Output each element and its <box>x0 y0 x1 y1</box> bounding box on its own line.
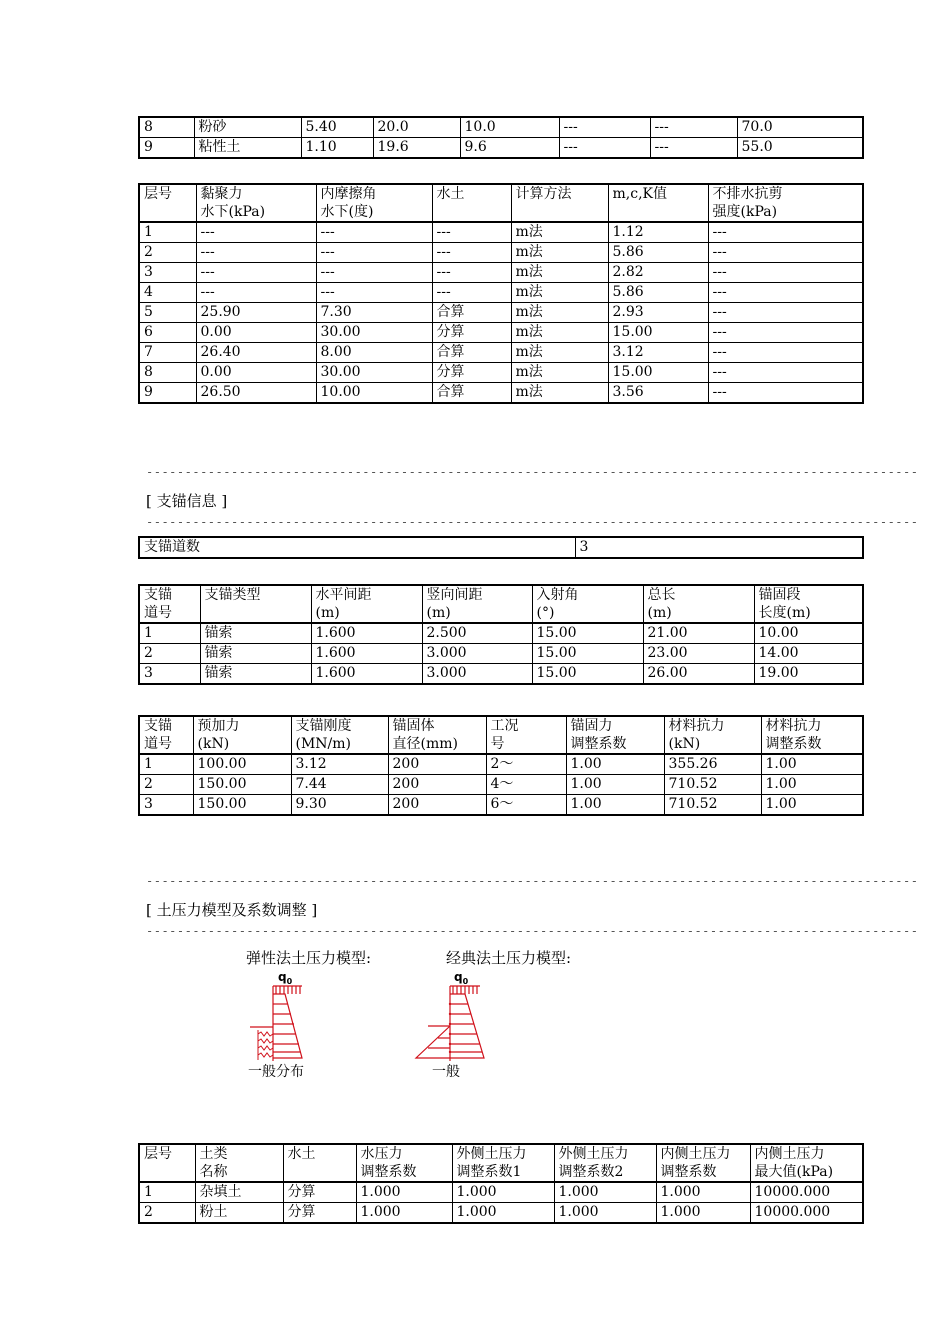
classic-pressure-diagram <box>410 966 500 1081</box>
section-title-pressure: [ 土压力模型及系数调整 ] <box>146 901 318 919</box>
table-cell: 7.30 <box>316 303 432 323</box>
soil-layer-table-continued <box>138 116 864 159</box>
header-line <box>144 1163 195 1181</box>
table-cell: --- <box>708 222 863 243</box>
table-cell: m法 <box>511 243 608 263</box>
table-cell: 3.000 <box>422 644 532 664</box>
table-cell: 10.00 <box>754 623 863 644</box>
header-line: (kN) <box>197 736 230 752</box>
header-line: 外侧土压力 <box>558 1146 629 1162</box>
header-line: 内侧土压力 <box>660 1146 731 1162</box>
header-line: 调整系数1 <box>456 1164 522 1180</box>
header-line: (m) <box>426 605 451 621</box>
soil-params-header <box>139 184 863 222</box>
header-line: m,c,K值 <box>612 186 667 202</box>
header-line <box>205 604 311 622</box>
header-line: 水土 <box>287 1146 316 1162</box>
table-cell: 5.86 <box>608 283 708 303</box>
table-cell: 粉砂 <box>194 117 301 138</box>
header-cell <box>432 184 511 222</box>
header-cell <box>356 1144 452 1182</box>
surcharge-q-label: $q_0$ <box>454 970 469 986</box>
table-cell: --- <box>196 222 316 243</box>
header-cell <box>196 184 316 222</box>
header-line <box>516 203 608 221</box>
table-cell: 200 <box>388 795 486 816</box>
table-cell: --- <box>432 283 511 303</box>
anchor-geom-row <box>139 623 863 644</box>
table-cell: 1.000 <box>452 1182 554 1203</box>
table-cell: 锚索 <box>200 644 311 664</box>
anchor-count-block <box>138 536 864 559</box>
header-line: 水下(度) <box>320 204 374 220</box>
header-cell <box>291 716 388 754</box>
header-line: (m) <box>647 605 672 621</box>
table-cell: 分算 <box>432 323 511 343</box>
header-line: 调整系数 <box>660 1164 717 1180</box>
table-cell: m法 <box>511 383 608 404</box>
header-line <box>437 203 511 221</box>
table-cell: 1.00 <box>761 754 863 775</box>
header-line: (°) <box>536 605 555 621</box>
table-cell: 杂填土 <box>195 1182 283 1203</box>
header-line: 道号 <box>144 736 172 752</box>
pressure-coef-row <box>139 1203 863 1224</box>
surcharge-arrows-icon <box>273 986 302 994</box>
table-cell: 14.00 <box>754 644 863 664</box>
table-cell: 5.40 <box>301 117 373 138</box>
table-cell: 合算 <box>432 383 511 404</box>
table-cell: --- <box>650 117 737 138</box>
pressure-coef-header <box>139 1144 863 1182</box>
table-cell: 0.00 <box>196 323 316 343</box>
anchor-force-row <box>139 754 863 775</box>
table-cell: 3 <box>139 664 200 685</box>
table-cell: --- <box>708 303 863 323</box>
table-cell: 粘性土 <box>194 138 301 159</box>
header-line: 外侧土压力 <box>456 1146 527 1162</box>
table-cell: 1 <box>139 623 200 644</box>
table-cell: 2 <box>139 775 193 795</box>
table-cell: 2～ <box>486 754 566 775</box>
header-line: (MN/m) <box>295 736 352 752</box>
header-cell <box>656 1144 750 1182</box>
soil-params-row <box>139 363 863 383</box>
table-cell: 100.00 <box>193 754 291 775</box>
anchor-force-header <box>139 716 863 754</box>
table-cell: 1.000 <box>554 1203 656 1224</box>
table-cell: 分算 <box>283 1203 356 1224</box>
table-cell: 10.00 <box>316 383 432 404</box>
pressure-coefficient-table-block <box>138 1143 864 1224</box>
soil-params-row <box>139 323 863 343</box>
table-cell: 200 <box>388 775 486 795</box>
table-cell: 55.0 <box>737 138 863 159</box>
header-cell <box>139 716 193 754</box>
table-cell: --- <box>708 243 863 263</box>
header-line: 水土 <box>436 186 465 202</box>
anchor-force-table <box>138 715 864 816</box>
table-cell: 3.12 <box>291 754 388 775</box>
header-cell <box>200 585 311 623</box>
soil-parameter-table <box>138 183 864 404</box>
header-cell <box>708 184 863 222</box>
table-cell: --- <box>708 263 863 283</box>
table-cell: 1.00 <box>566 775 664 795</box>
table-cell: 粉土 <box>195 1203 283 1224</box>
divider-line: ---------------------------------------------------------------------------------------------------- <box>146 924 919 938</box>
table-cell: m法 <box>511 263 608 283</box>
divider-line: ---------------------------------------------------------------------------------------------------- <box>146 515 919 529</box>
table-cell: 3.000 <box>422 664 532 685</box>
table-cell: --- <box>708 323 863 343</box>
header-line: 调整系数 <box>570 736 627 752</box>
header-line: 最大值(kPa) <box>754 1164 834 1180</box>
pressure-coef-row <box>139 1182 863 1203</box>
header-cell <box>139 585 200 623</box>
table-cell: 分算 <box>283 1182 356 1203</box>
table-cell: 2.93 <box>608 303 708 323</box>
table-cell: 3 <box>139 263 196 283</box>
table-cell: 26.50 <box>196 383 316 404</box>
table-cell: --- <box>196 283 316 303</box>
header-cell <box>452 1144 554 1182</box>
table-cell: 4～ <box>486 775 566 795</box>
table-cell: 150.00 <box>193 795 291 816</box>
header-line: 总长 <box>647 587 676 603</box>
header-cell <box>193 716 291 754</box>
header-line: 支锚 <box>144 587 172 603</box>
soil-table-top <box>138 116 864 159</box>
header-line: 内摩擦角 <box>320 186 377 202</box>
table-cell: --- <box>432 222 511 243</box>
table-cell: 1.000 <box>656 1203 750 1224</box>
header-line: 土类 <box>199 1146 228 1162</box>
header-line: 水压力 <box>360 1146 403 1162</box>
anchor-count-table <box>138 536 864 559</box>
anchor-geom-row <box>139 664 863 685</box>
table-cell: 3.56 <box>608 383 708 404</box>
table-cell: 1.00 <box>761 775 863 795</box>
table-cell: 19.00 <box>754 664 863 685</box>
table-cell: 2 <box>139 1203 195 1224</box>
table-cell: 1.600 <box>311 664 422 685</box>
header-cell <box>311 585 422 623</box>
table-cell: 1.00 <box>566 795 664 816</box>
header-cell <box>750 1144 863 1182</box>
header-line <box>144 203 196 221</box>
table-cell: 8 <box>139 117 194 138</box>
header-line: (kN) <box>668 736 701 752</box>
table-cell: --- <box>708 283 863 303</box>
table-cell: --- <box>316 243 432 263</box>
header-cell <box>664 716 761 754</box>
header-line <box>613 203 708 221</box>
anchor-count-value: 3 <box>575 537 863 558</box>
soil-params-table <box>138 183 864 404</box>
table-cell: 30.00 <box>316 323 432 343</box>
table-cell: 3 <box>139 795 193 816</box>
header-cell <box>608 184 708 222</box>
table-cell: m法 <box>511 363 608 383</box>
header-line: 内侧土压力 <box>754 1146 825 1162</box>
table-cell: --- <box>196 243 316 263</box>
table-cell: 15.00 <box>608 363 708 383</box>
header-line: 层号 <box>144 186 172 202</box>
header-line: 直径(mm) <box>392 736 458 752</box>
table-cell: 锚索 <box>200 623 311 644</box>
table-cell: 355.26 <box>664 754 761 775</box>
header-line: 调整系数2 <box>558 1164 624 1180</box>
table-cell: 150.00 <box>193 775 291 795</box>
table-cell: 1 <box>139 222 196 243</box>
divider-line: ---------------------------------------------------------------------------------------------------- <box>146 465 919 479</box>
header-line <box>288 1163 356 1181</box>
header-line: 长度(m) <box>758 605 811 621</box>
table-cell: 5.86 <box>608 243 708 263</box>
table-cell: --- <box>708 343 863 363</box>
header-cell <box>139 184 196 222</box>
header-line: 锚固段 <box>758 587 801 603</box>
table-cell: 1 <box>139 1182 195 1203</box>
table-cell: 2.500 <box>422 623 532 644</box>
table-cell: 26.00 <box>643 664 754 685</box>
table-cell: 8 <box>139 363 196 383</box>
table-cell: 1.600 <box>311 644 422 664</box>
anchor-geometry-table <box>138 584 864 685</box>
header-cell <box>388 716 486 754</box>
table-cell: 0.00 <box>196 363 316 383</box>
header-cell <box>554 1144 656 1182</box>
table-cell: 6 <box>139 323 196 343</box>
surcharge-q-label: $q_0$ <box>278 970 293 986</box>
table-cell: 1.000 <box>356 1203 452 1224</box>
anchor-force-row <box>139 795 863 816</box>
header-line: 黏聚力 <box>200 186 243 202</box>
elastic-model-label: 一般分布 <box>248 1064 304 1080</box>
table-cell: 20.0 <box>373 117 460 138</box>
header-line: 材料抗力 <box>668 718 725 734</box>
anchor-force-row <box>139 775 863 795</box>
table-cell: 1.10 <box>301 138 373 159</box>
table-cell: --- <box>708 383 863 404</box>
table-cell: 15.00 <box>608 323 708 343</box>
header-line: 支锚刚度 <box>295 718 352 734</box>
table-cell: 1 <box>139 754 193 775</box>
table-cell: --- <box>316 283 432 303</box>
header-line: 预加力 <box>197 718 240 734</box>
table-cell: 2 <box>139 243 196 263</box>
header-line: 道号 <box>144 605 172 621</box>
header-line: 水平间距 <box>315 587 372 603</box>
header-line: 工况 <box>490 718 519 734</box>
header-cell <box>754 585 863 623</box>
table-cell: 9 <box>139 138 194 159</box>
table-cell: 710.52 <box>664 795 761 816</box>
soil-params-row <box>139 243 863 263</box>
table-cell: m法 <box>511 222 608 243</box>
soil-params-row <box>139 283 863 303</box>
table-cell: 1.000 <box>452 1203 554 1224</box>
table-cell: 710.52 <box>664 775 761 795</box>
header-cell <box>139 1144 195 1182</box>
table-cell: 70.0 <box>737 117 863 138</box>
anchor-geometry-table-block <box>138 584 864 685</box>
table-cell: 6～ <box>486 795 566 816</box>
header-cell <box>422 585 532 623</box>
table-cell: 15.00 <box>532 644 643 664</box>
table-cell: --- <box>432 243 511 263</box>
table-cell: 2 <box>139 644 200 664</box>
header-cell <box>761 716 863 754</box>
header-cell <box>195 1144 283 1182</box>
soil-params-row <box>139 263 863 283</box>
header-line: 入射角 <box>536 587 579 603</box>
header-cell <box>486 716 566 754</box>
header-line: 层号 <box>144 1146 172 1162</box>
elastic-model-caption: 弹性法土压力模型: <box>246 949 372 967</box>
table-cell: 7 <box>139 343 196 363</box>
soil-params-row <box>139 383 863 404</box>
table-cell: 200 <box>388 754 486 775</box>
pressure-coefficient-table <box>138 1143 864 1224</box>
header-cell <box>643 585 754 623</box>
table-cell: 19.6 <box>373 138 460 159</box>
table-cell: 25.90 <box>196 303 316 323</box>
header-line: 名称 <box>199 1164 228 1180</box>
table-cell: 3.12 <box>608 343 708 363</box>
table-cell: 1.00 <box>566 754 664 775</box>
anchor-count-label: 支锚道数 <box>139 537 575 558</box>
table-cell: 合算 <box>432 343 511 363</box>
header-line: 锚固力 <box>570 718 613 734</box>
table-cell: --- <box>708 363 863 383</box>
table-cell: 9 <box>139 383 196 404</box>
table-cell: 分算 <box>432 363 511 383</box>
header-line: 不排水抗剪 <box>712 186 783 202</box>
table-cell: 1.000 <box>356 1182 452 1203</box>
header-line: 号 <box>490 736 505 752</box>
header-line: 支锚 <box>144 718 172 734</box>
table-cell: m法 <box>511 303 608 323</box>
table-cell: m法 <box>511 343 608 363</box>
table-cell: m法 <box>511 323 608 343</box>
soil-row <box>139 117 863 138</box>
header-line: 强度(kPa) <box>712 204 778 220</box>
soil-row <box>139 138 863 159</box>
header-line: (m) <box>315 605 340 621</box>
header-line: 水下(kPa) <box>200 204 266 220</box>
table-cell: 1.12 <box>608 222 708 243</box>
table-cell: m法 <box>511 283 608 303</box>
table-cell: 合算 <box>432 303 511 323</box>
soil-params-row <box>139 222 863 243</box>
table-cell: 15.00 <box>532 664 643 685</box>
divider-line: ---------------------------------------------------------------------------------------------------- <box>146 874 919 888</box>
header-cell <box>511 184 608 222</box>
table-cell: 2.82 <box>608 263 708 283</box>
table-cell: --- <box>559 138 650 159</box>
table-cell: 锚索 <box>200 664 311 685</box>
table-cell: 1.00 <box>761 795 863 816</box>
table-cell: 23.00 <box>643 644 754 664</box>
header-line: 调整系数 <box>360 1164 417 1180</box>
header-line: 计算方法 <box>515 186 572 202</box>
classic-model-caption: 经典法土压力模型: <box>446 949 572 967</box>
elastic-pressure-diagram <box>240 966 330 1081</box>
table-cell: 5 <box>139 303 196 323</box>
header-line: 竖向间距 <box>426 587 483 603</box>
table-cell: --- <box>196 263 316 283</box>
table-cell: --- <box>316 263 432 283</box>
anchor-force-table-block <box>138 715 864 816</box>
table-cell: --- <box>559 117 650 138</box>
header-cell <box>283 1144 356 1182</box>
header-cell <box>566 716 664 754</box>
table-cell: 10.0 <box>460 117 559 138</box>
surcharge-arrows-icon <box>450 986 480 994</box>
header-line: 材料抗力 <box>765 718 822 734</box>
table-cell: 4 <box>139 283 196 303</box>
table-cell: 9.30 <box>291 795 388 816</box>
soil-params-row <box>139 343 863 363</box>
anchor-geom-header <box>139 585 863 623</box>
header-cell <box>532 585 643 623</box>
table-cell: 1.000 <box>554 1182 656 1203</box>
table-cell: 21.00 <box>643 623 754 644</box>
header-line: 支锚类型 <box>204 587 261 603</box>
table-cell: 15.00 <box>532 623 643 644</box>
table-cell: --- <box>650 138 737 159</box>
table-cell: 30.00 <box>316 363 432 383</box>
header-cell <box>316 184 432 222</box>
table-cell: 26.40 <box>196 343 316 363</box>
table-cell: --- <box>316 222 432 243</box>
table-cell: 10000.000 <box>750 1203 863 1224</box>
table-cell: 9.6 <box>460 138 559 159</box>
table-cell: 1.000 <box>656 1182 750 1203</box>
section-title-anchor: [ 支锚信息 ] <box>146 492 228 510</box>
header-line: 锚固体 <box>392 718 435 734</box>
classic-model-label: 一般 <box>432 1064 460 1080</box>
table-cell: 8.00 <box>316 343 432 363</box>
spring-support-icon <box>258 1030 273 1060</box>
soil-params-row <box>139 303 863 323</box>
table-cell: 1.600 <box>311 623 422 644</box>
table-cell: --- <box>432 263 511 283</box>
anchor-geom-row <box>139 644 863 664</box>
table-cell: 7.44 <box>291 775 388 795</box>
header-line: 调整系数 <box>765 736 822 752</box>
table-cell: 10000.000 <box>750 1182 863 1203</box>
